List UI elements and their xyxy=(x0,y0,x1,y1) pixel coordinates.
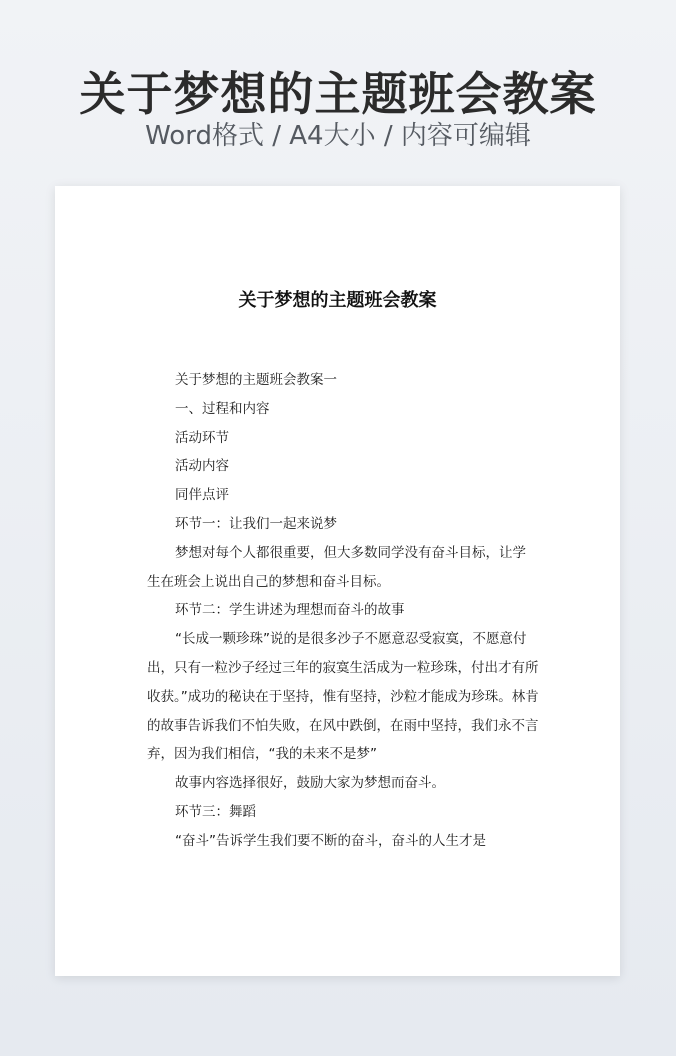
document-body xyxy=(147,366,539,856)
paragraph: 同伴点评 xyxy=(175,487,229,504)
paragraph: “长成一颗珍珠”说的是很多沙子不愿意忍受寂寞，不愿意付出，只有一粒沙子经过三年的寂寞生活成为一粒珍珠，付出才有所收获。”成功的秘诀在于坚持，惟有坚持，沙粒才能成为珍珠。林肯的故事告诉我们不怕失败，在风中跌倒，在雨中坚持，我们永不言弃，因为我们相信，“我的未来不是梦” xyxy=(147,631,539,763)
page-subtitle: Word格式 / A4大小 / 内容可编辑 xyxy=(145,121,531,151)
paragraph: “奋斗”告诉学生我们要不断的奋斗，奋斗的人生才是 xyxy=(175,832,486,849)
page-title: 关于梦想的主题班会教案 xyxy=(79,67,597,121)
paragraph: 环节三：舞蹈 xyxy=(175,803,256,820)
document-page xyxy=(55,186,620,976)
document-title: 关于梦想的主题班会教案 xyxy=(238,290,437,311)
paragraph: 环节二：学生讲述为理想而奋斗的故事 xyxy=(175,602,405,619)
paragraph: 一、过程和内容 xyxy=(175,400,270,417)
paragraph: 环节一：让我们一起来说梦 xyxy=(175,515,337,532)
paragraph: 活动内容 xyxy=(175,458,229,475)
paragraph: 关于梦想的主题班会教案一 xyxy=(175,372,337,388)
paragraph: 故事内容选择很好，鼓励大家为梦想而奋斗。 xyxy=(175,775,445,792)
paragraph: 活动环节 xyxy=(175,429,229,446)
paragraph: 梦想对每个人都很重要，但大多数同学没有奋斗目标，让学生在班会上说出自己的梦想和奋斗目标。 xyxy=(147,544,526,590)
